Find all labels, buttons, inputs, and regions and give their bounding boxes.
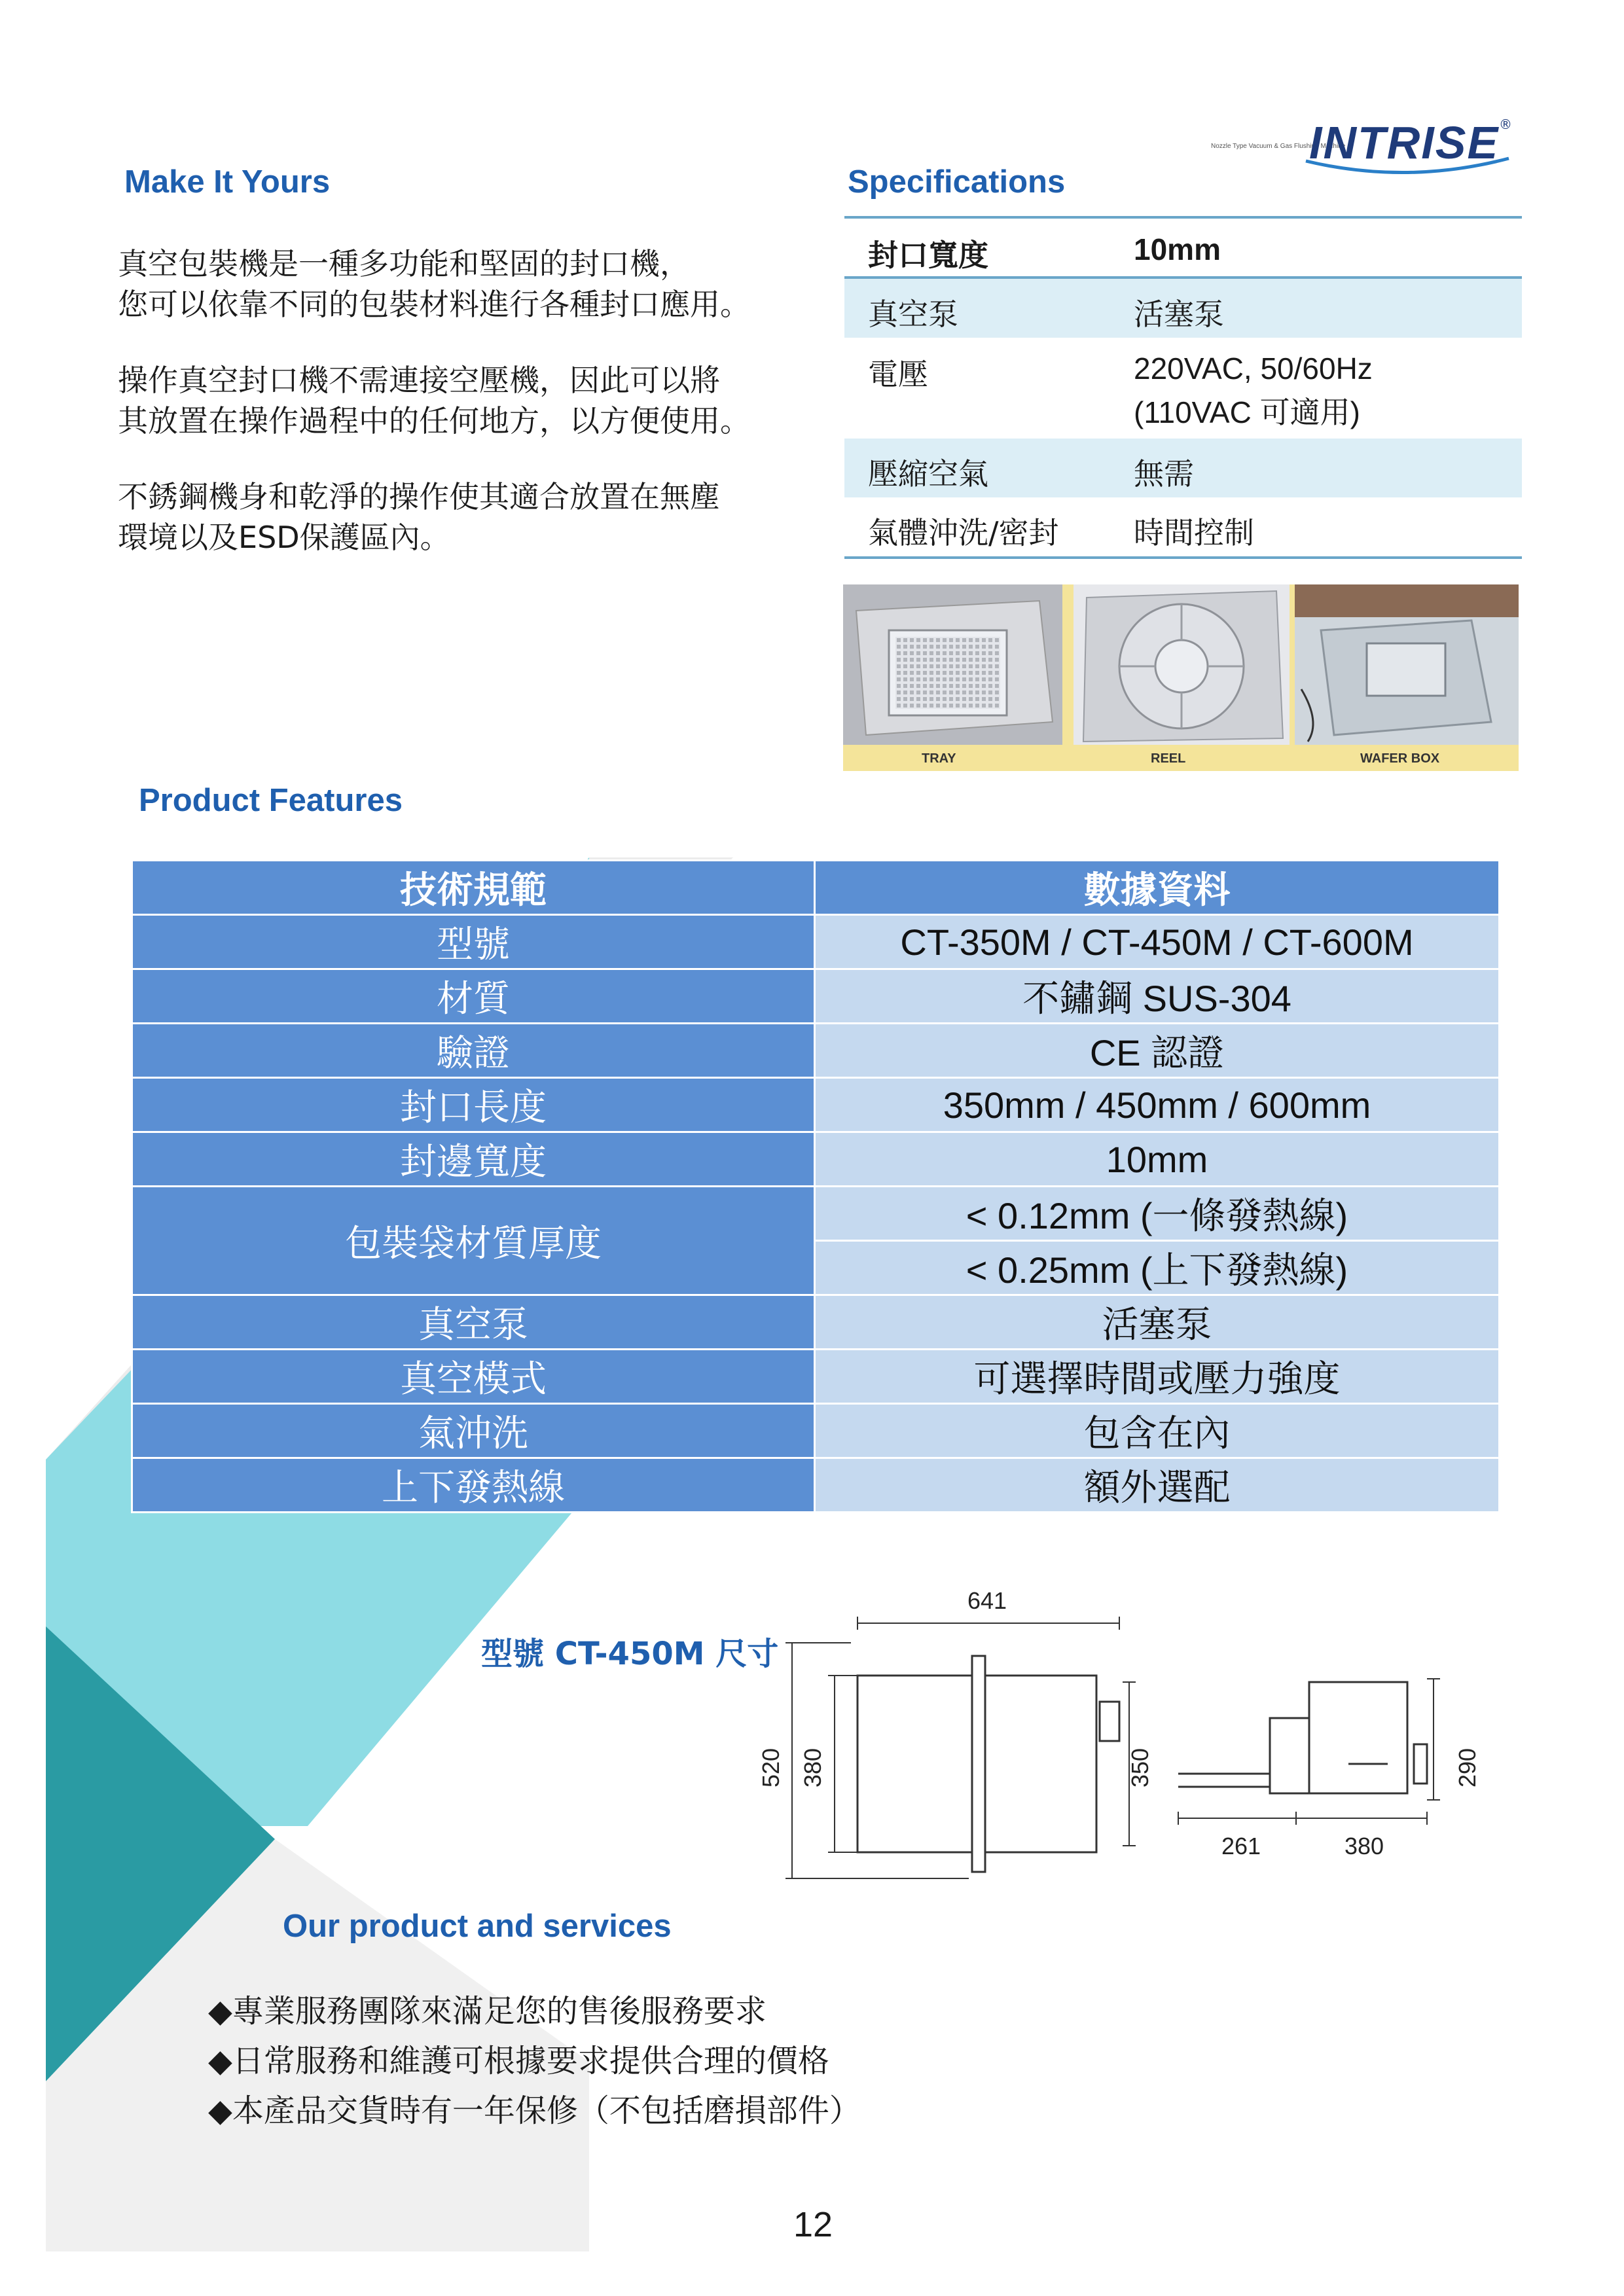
- header-data: 數據資料: [815, 861, 1500, 915]
- features-table-header: [132, 861, 1500, 915]
- spec-key: 真空泵: [868, 296, 958, 332]
- row-value: 活塞泵: [815, 1295, 1500, 1350]
- table-row: [132, 1458, 1500, 1513]
- list-item: ◆本產品交貨時有一年保修（不包括磨損部件）: [208, 2092, 861, 2129]
- spec-row-compressed-air: [844, 439, 1522, 497]
- intro-paragraph-2: 操作真空封口機不需連接空壓機，因此可以將 其放置在操作過程中的任何地方，以方便使用。: [118, 363, 750, 439]
- intro-text: [118, 243, 851, 558]
- row-label: 型號: [132, 915, 815, 969]
- row-value: 可選擇時間或壓力強度: [815, 1350, 1500, 1404]
- dim-side-left-label: 261: [1221, 1833, 1261, 1859]
- intro-paragraph-3: 不銹鋼機身和乾淨的操作使其適合放置在無塵 環境以及ESD保護區內。: [118, 479, 720, 555]
- services-heading: Our product and services: [283, 1909, 672, 1944]
- spec-key: 電壓: [868, 357, 928, 392]
- photo-label-wafer-box: WAFER BOX: [1360, 751, 1440, 766]
- table-row: [132, 915, 1500, 969]
- row-label: 氣沖洗: [132, 1404, 815, 1458]
- dim-side-right-label: 380: [1344, 1833, 1384, 1859]
- photo-label-tray: TRAY: [922, 751, 956, 766]
- row-label: 包裝袋材質厚度: [132, 1187, 815, 1295]
- product-photos: [843, 584, 1519, 771]
- table-row: [132, 1404, 1500, 1458]
- row-label: 封口長度: [132, 1078, 815, 1132]
- row-label: 真空模式: [132, 1350, 815, 1404]
- spec-key: 封口寬度: [868, 238, 988, 273]
- row-label: 封邊寬度: [132, 1132, 815, 1187]
- features-table: [131, 859, 1500, 1513]
- logo-registered: ®: [1499, 117, 1512, 132]
- brand-logo: [1198, 111, 1512, 183]
- intro-paragraph-1: 真空包裝機是一種多功能和堅固的封口機， 您可以依靠不同的包裝材料進行各種封口應用。: [118, 246, 750, 322]
- row-label: 真空泵: [132, 1295, 815, 1350]
- dimensions-title: 型號 CT-450M 尺寸: [481, 1636, 779, 1672]
- row-value: 額外選配: [815, 1458, 1500, 1513]
- spec-key: 壓縮空氣: [868, 456, 988, 492]
- spec-value-note: (110VAC 可適用): [1134, 395, 1360, 429]
- spec-row-seal-width: [844, 219, 1522, 278]
- row-value: < 0.12mm (一條發熱線): [815, 1187, 1500, 1241]
- spec-value: 無需: [1134, 457, 1194, 491]
- page-number: 12: [793, 2205, 833, 2244]
- table-row: [132, 1024, 1500, 1078]
- dim-outer-height-label: 520: [757, 1748, 785, 1788]
- spec-key: 氣體沖洗/密封: [868, 515, 1059, 550]
- row-value: 10mm: [815, 1132, 1500, 1187]
- row-value: CE 認證: [815, 1024, 1500, 1078]
- dim-depth-label: 350: [1127, 1748, 1154, 1788]
- features-heading: Product Features: [139, 783, 403, 818]
- row-label: 上下發熱線: [132, 1458, 815, 1513]
- row-value: 不鏽鋼 SUS-304: [815, 969, 1500, 1024]
- wafer-box-photo: [1295, 584, 1519, 745]
- spec-value: 活塞泵: [1134, 297, 1224, 331]
- spec-row-voltage: [844, 338, 1522, 436]
- spec-value: 220VAC, 50/60Hz: [1134, 351, 1373, 386]
- spec-row-gas-flush: [844, 497, 1522, 556]
- spec-value: 時間控制: [1134, 516, 1254, 550]
- specifications-heading: Specifications: [848, 164, 1066, 200]
- row-value: < 0.25mm (上下發熱線): [815, 1241, 1500, 1295]
- tray-photo: [843, 584, 1062, 745]
- table-row: [132, 1132, 1500, 1187]
- table-row: [132, 1350, 1500, 1404]
- spec-divider-bottom: [844, 556, 1522, 559]
- list-item: ◆專業服務團隊來滿足您的售後服務要求: [208, 1993, 767, 2030]
- row-value: 包含在內: [815, 1404, 1500, 1458]
- logo-swoosh-icon: [1303, 156, 1512, 182]
- dim-side-height-label: 290: [1454, 1748, 1481, 1788]
- logo-wordmark: INTRISE: [1309, 117, 1500, 168]
- row-value: 350mm / 450mm / 600mm: [815, 1078, 1500, 1132]
- table-row: [132, 1295, 1500, 1350]
- intro-heading: Make It Yours: [124, 164, 331, 200]
- table-row: [132, 1187, 1500, 1241]
- row-label: 驗證: [132, 1024, 815, 1078]
- spec-value: 10mm: [1134, 232, 1221, 266]
- table-row: [132, 1078, 1500, 1132]
- list-item: ◆日常服務和維護可根據要求提供合理的價格: [208, 2043, 829, 2079]
- services-list: [208, 1986, 861, 2136]
- photo-label-reel: REEL: [1151, 751, 1186, 766]
- dim-width-label: 641: [967, 1587, 1007, 1614]
- row-value: CT-350M / CT-450M / CT-600M: [815, 915, 1500, 969]
- table-row: [132, 969, 1500, 1024]
- row-label: 材質: [132, 969, 815, 1024]
- header-spec: 技術規範: [132, 861, 815, 915]
- logo-tagline: Nozzle Type Vacuum & Gas Flushing Machine: [1211, 143, 1346, 150]
- dim-inner-height-label: 380: [799, 1748, 827, 1788]
- reel-photo: [1074, 584, 1290, 745]
- spec-row-vacuum-pump: [844, 279, 1522, 338]
